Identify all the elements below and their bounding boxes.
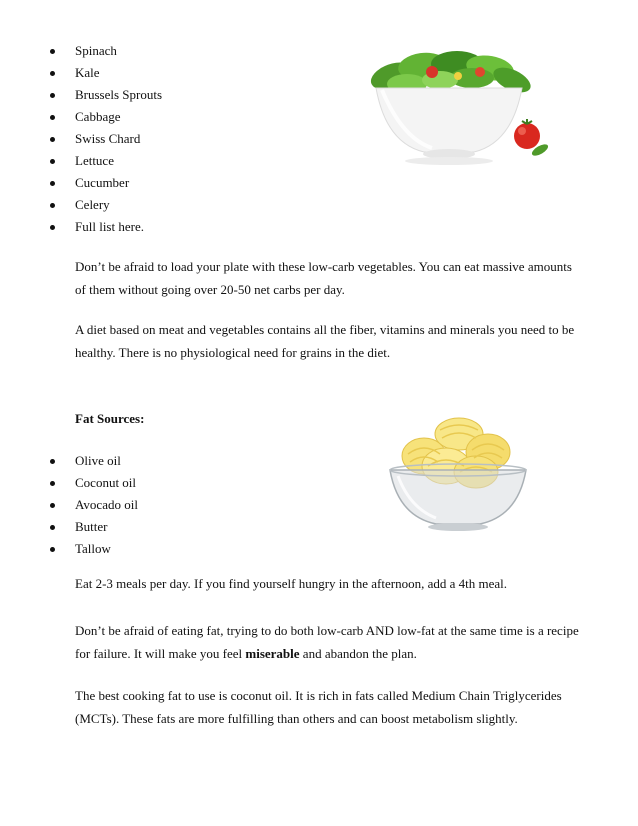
bullet-icon xyxy=(50,503,55,508)
list-item-label: Lettuce xyxy=(75,153,114,168)
list-item-label: Olive oil xyxy=(75,453,121,468)
list-item xyxy=(48,150,162,172)
salad-bowl-image xyxy=(362,48,550,168)
paragraph-low-carb-vegetables: Don’t be afraid to load your plate with these low-carb vegetables. You can eat massive amounts of them without going over 20-50 net carbs per day. xyxy=(75,259,572,297)
bullet-icon xyxy=(50,181,55,186)
list-item-label: Cucumber xyxy=(75,175,130,190)
paragraph-text: Don’t be afraid of eating fat, trying to do both low-carb AND low-fat at the same time is a recipe for failure. It will make you feel xyxy=(75,623,579,661)
list-item xyxy=(48,84,162,106)
list-item-label: Butter xyxy=(75,519,108,534)
bullet-icon xyxy=(50,547,55,552)
bullet-icon xyxy=(50,481,55,486)
list-item xyxy=(48,494,138,516)
paragraph-eating-fat xyxy=(75,619,580,665)
bullet-icon xyxy=(50,225,55,230)
emphasis-text: miserable xyxy=(245,646,300,661)
list-item xyxy=(48,472,138,494)
list-item xyxy=(48,216,162,238)
fat-sources-list xyxy=(48,450,138,560)
list-item xyxy=(48,62,162,84)
list-item-label: Full list here. xyxy=(75,219,144,234)
list-item xyxy=(48,106,162,128)
list-item-label: Swiss Chard xyxy=(75,131,141,146)
list-item-label: Coconut oil xyxy=(75,475,137,490)
list-item-label: Tallow xyxy=(75,541,111,556)
list-item-label: Cabbage xyxy=(75,109,121,124)
list-item xyxy=(48,194,162,216)
list-item xyxy=(48,40,162,62)
bullet-icon xyxy=(50,71,55,76)
list-item xyxy=(48,172,162,194)
vegetable-list xyxy=(48,40,162,238)
list-item xyxy=(48,516,138,538)
bullet-icon xyxy=(50,137,55,142)
list-item xyxy=(48,128,162,150)
list-item-label: Kale xyxy=(75,65,100,80)
fat-sources-heading: Fat Sources: xyxy=(75,411,145,426)
bullet-icon xyxy=(50,459,55,464)
butter-bowl-image xyxy=(384,408,532,534)
list-item xyxy=(48,450,138,472)
list-item-label: Brussels Sprouts xyxy=(75,87,163,102)
list-item-label: Spinach xyxy=(75,43,117,58)
paragraph-text: and abandon the plan. xyxy=(299,646,417,661)
list-item xyxy=(48,538,138,560)
paragraph-meals-per-day: Eat 2-3 meals per day. If you find yourself hungry in the afternoon, add a 4th meal. xyxy=(75,576,507,591)
paragraph-diet-meat-vegetables: A diet based on meat and vegetables contains all the fiber, vitamins and minerals you need to be healthy. There is no physiological need for grains in the diet. xyxy=(75,322,575,360)
bullet-icon xyxy=(50,93,55,98)
bullet-icon xyxy=(50,203,55,208)
bullet-icon xyxy=(50,115,55,120)
bullet-icon xyxy=(50,159,55,164)
paragraph-coconut-oil: The best cooking fat to use is coconut oil. It is rich in fats called Medium Chain Triglycerides (MCTs). These fats are more fulfilling than others and can boost metabolism slightly. xyxy=(75,688,562,726)
bullet-icon xyxy=(50,49,55,54)
bullet-icon xyxy=(50,525,55,530)
list-item-label: Avocado oil xyxy=(75,497,138,512)
list-item-label: Celery xyxy=(75,197,110,212)
